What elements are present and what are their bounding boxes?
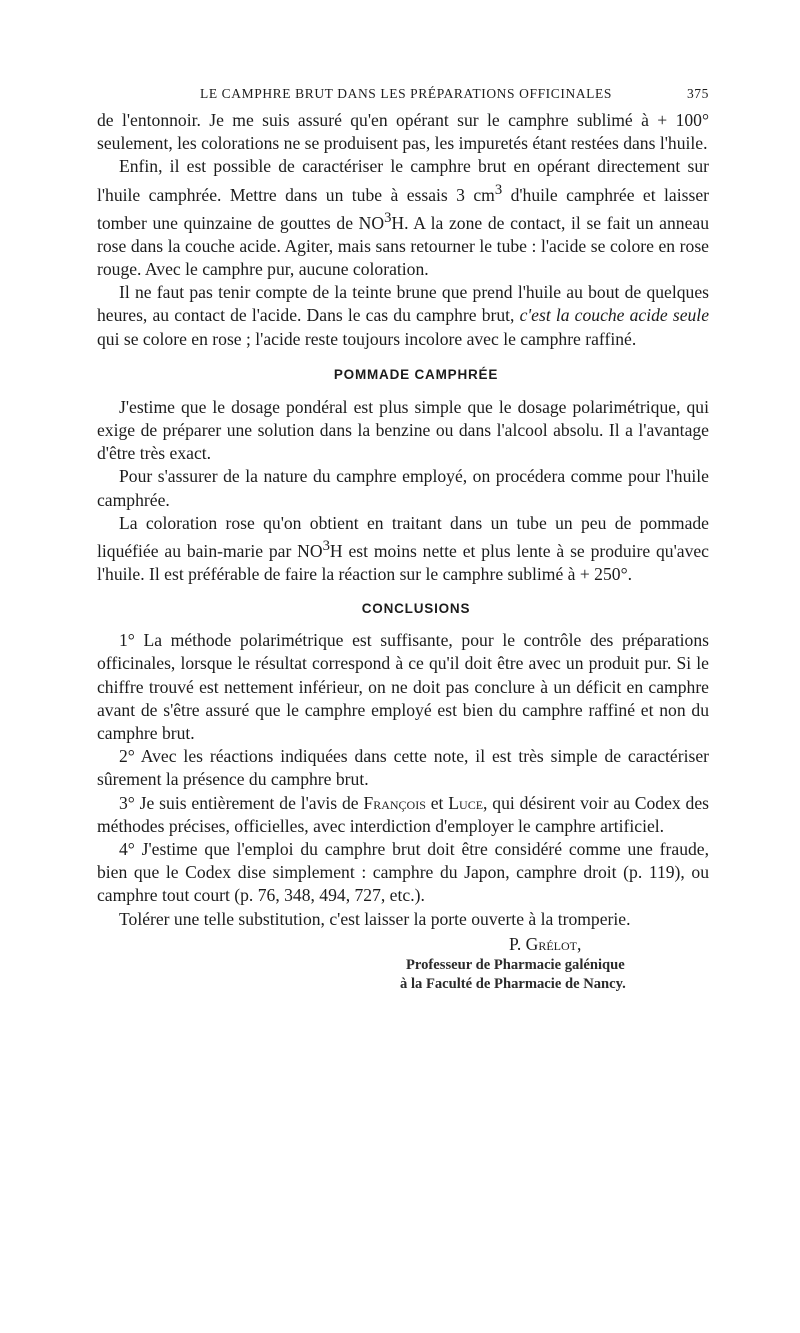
running-title: LE CAMPHRE BRUT DANS LES PRÉPARATIONS OFFICINALES xyxy=(200,86,612,101)
page-number: 375 xyxy=(686,86,709,101)
closing-paragraph: Tolérer une telle substitution, c'est laisser la porte ouverte à la tromperie. xyxy=(119,908,631,929)
conclusion-item: 3° Je suis entièrement de l'avis de François et Luce, qui désirent voir au Codex des méthodes précises, officielles, avec interdiction d'employer le camphre artificiel. xyxy=(97,792,709,836)
emphasis: c'est la couche acide seule xyxy=(519,305,709,326)
section-heading-conclusions: CONCLUSIONS xyxy=(361,601,471,617)
paragraph: Enfin, il est possible de caractériser le camphre brut en opérant directement sur l'huile camphrée. Mettre dans un tube à essais 3 $cm^3$ d'huile camphrée et laisser tomber une quinzaine de gouttes de $NO^3H$. A la zone de contact, il se fait un anneau rose dans la couche acide. Agiter, mais sans retourner le tube : l'acide se colore en rose rouge. Avec le camphre pur, aucune coloration. xyxy=(97,156,709,279)
signature-title: Professeur de Pharmacie galénique xyxy=(406,956,625,973)
signature-name: P. Grélot, xyxy=(509,933,582,954)
paragraph: Il ne faut pas tenir compte de la teinte brune que prend l'huile au bout de quelques heures, au contact de l'acide. Dans le cas du camphre brut, c'est la couche acide seule qui se colore en rose ; l'acide reste toujours incolore avec le camphre raffiné. xyxy=(97,282,709,349)
paragraph: Pour s'assurer de la nature du camphre employé, on procédera comme pour l'huile camphrée. xyxy=(97,466,709,510)
author-name: Luce xyxy=(448,792,484,813)
paragraph: de l'entonnoir. Je me suis assuré qu'en opérant sur le camphre sublimé à + 100° seulement, les colorations ne se produisent pas, les impuretés étant restées dans l'huile. xyxy=(97,110,709,154)
article-body xyxy=(97,109,709,994)
paragraph: La coloration rose qu'on obtient en traitant dans un tube un peu de pommade liquéfiée au bain-marie par $NO^3H$ est moins nette et plus lente à se produire qu'avec l'huile. Il est préférable de faire la réaction sur le camphre sublimé à + 250°. xyxy=(97,512,709,585)
signature-block xyxy=(97,933,709,994)
paragraph: J'estime que le dosage pondéral est plus simple que le dosage polarimétrique, qui exige de préparer une solution dans la benzine ou dans l'alcool absolu. Il a l'avantage d'être très exact. xyxy=(97,396,709,464)
signature-affiliation: à la Faculté de Pharmacie de Nancy. xyxy=(400,975,626,992)
section-heading-pommade: POMMADE CAMPHRÉE xyxy=(333,366,499,382)
running-header xyxy=(97,86,709,108)
document-page xyxy=(97,86,709,994)
conclusion-item: 2° Avec les réactions indiquées dans cette note, il est très simple de caractériser sûrement la présence du camphre brut. xyxy=(97,746,709,790)
conclusion-item: 4° J'estime que l'emploi du camphre brut doit être considéré comme une fraude, bien que le Codex dise simplement : camphre du Japon, camphre droit (p. 119), ou camphre tout court (p. 76, 348, 494, 727, etc.). xyxy=(97,839,709,906)
conclusion-item: 1° La méthode polarimétrique est suffisante, pour le contrôle des préparations officinales, lorsque le résultat correspond à ce qu'il doit être avec un produit pur. Si le chiffre trouvé est nettement inférieur, on ne doit pas conclure à un déficit en camphre avant de s'être assuré que le camphre employé est bien du camphre raffiné et non du camphre brut. xyxy=(97,630,709,744)
author-name: François xyxy=(363,792,426,813)
